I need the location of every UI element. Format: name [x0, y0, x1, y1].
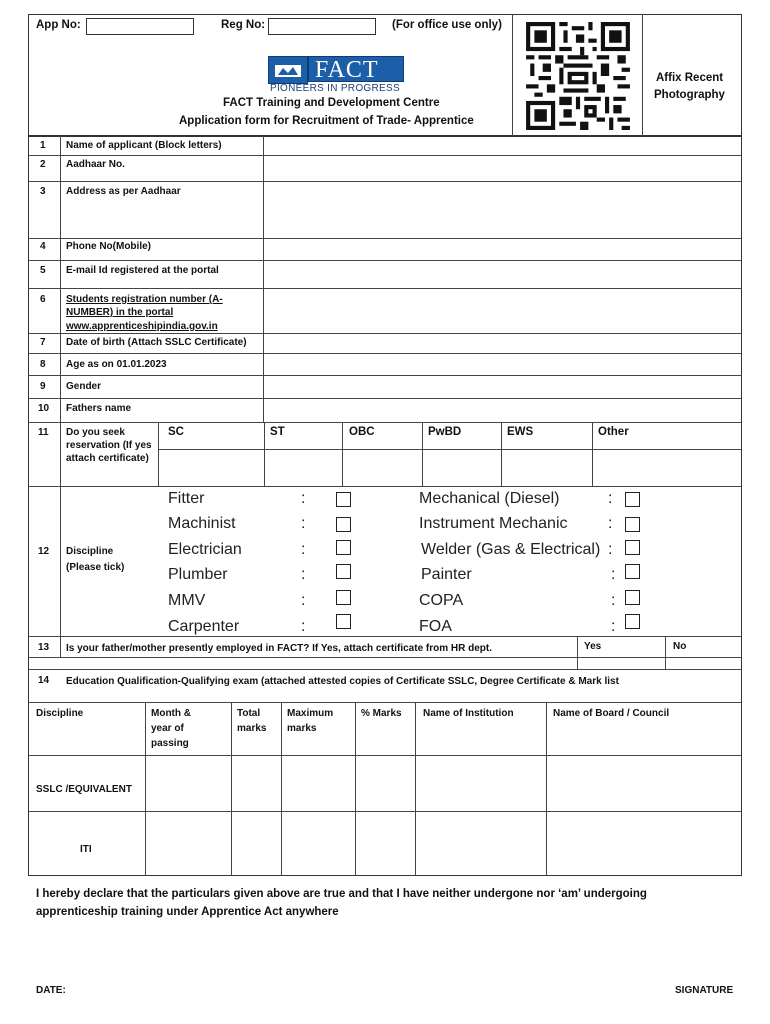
- logo-text: FACT: [315, 57, 379, 83]
- row-label: Age as on 01.01.2023: [66, 359, 167, 370]
- col-total-marks: Total: [237, 708, 261, 719]
- row-number: 7: [40, 337, 46, 348]
- colon: :: [301, 618, 306, 635]
- carpenter-checkbox[interactable]: [336, 614, 351, 629]
- electrician-checkbox[interactable]: [336, 540, 351, 555]
- trade-copa: COPA: [419, 592, 464, 609]
- row-number: 14: [38, 675, 50, 686]
- trade-carpenter: Carpenter: [168, 618, 240, 635]
- portal-link[interactable]: www.apprenticeshipindia.gov.in: [66, 321, 218, 332]
- yes-option[interactable]: Yes: [584, 641, 602, 652]
- iti-row-label: ITI: [80, 844, 92, 855]
- age-field[interactable]: [264, 354, 741, 374]
- address-field[interactable]: [264, 182, 741, 237]
- qr-code-icon: [526, 22, 630, 130]
- row-label: NUMBER) in the portal: [66, 307, 174, 318]
- reg-no-field[interactable]: [268, 18, 376, 35]
- father-name-field[interactable]: [264, 399, 741, 421]
- trade-mechanical-diesel: Mechanical (Diesel): [419, 490, 560, 507]
- trade-fitter: Fitter: [168, 490, 205, 507]
- iti-entry-row[interactable]: [146, 812, 741, 875]
- row-number: 12: [38, 546, 50, 557]
- registration-number-field[interactable]: [264, 289, 741, 332]
- colon: :: [301, 566, 306, 583]
- mechanical-diesel-checkbox[interactable]: [625, 492, 640, 507]
- colon: :: [608, 541, 613, 558]
- category-ews: EWS: [507, 426, 534, 438]
- fitter-checkbox[interactable]: [336, 492, 351, 507]
- row-number: 6: [40, 294, 46, 305]
- row-number: 10: [38, 403, 50, 414]
- colon: :: [301, 490, 306, 507]
- phone-field[interactable]: [264, 239, 741, 259]
- sslc-entry-row[interactable]: [146, 756, 741, 810]
- col-institution: Name of Institution: [423, 708, 514, 719]
- signature-label: SIGNATURE: [675, 985, 734, 996]
- row-label: Aadhaar No.: [66, 159, 125, 170]
- colon: :: [301, 541, 306, 558]
- reg-no-label: Reg No:: [221, 19, 266, 31]
- machinist-checkbox[interactable]: [336, 517, 351, 532]
- row-label: reservation (If yes: [66, 440, 152, 451]
- fact-logo: [268, 56, 406, 94]
- painter-checkbox[interactable]: [625, 564, 640, 579]
- row-label: Fathers name: [66, 403, 132, 414]
- category-pwbd: PwBD: [428, 426, 462, 438]
- row-label: Students registration number (A-: [66, 294, 223, 305]
- email-field[interactable]: [264, 261, 741, 287]
- row-number: 1: [40, 140, 46, 151]
- colon: :: [611, 618, 616, 635]
- row-number: 4: [40, 241, 46, 252]
- other-field[interactable]: [593, 450, 741, 485]
- row-number: 8: [40, 359, 46, 370]
- colon: :: [301, 515, 306, 532]
- declaration-text: I hereby declare that the particulars given above are true and that I have neither undergone nor ‘am’ undergoing: [36, 888, 647, 900]
- colon: :: [608, 515, 613, 532]
- row-label: Name of applicant (Block letters): [66, 140, 222, 151]
- trade-machinist: Machinist: [168, 515, 236, 532]
- category-obc: OBC: [349, 426, 375, 438]
- col-discipline: Discipline: [36, 708, 84, 719]
- sc-field[interactable]: [159, 450, 263, 485]
- row-label: Do you seek: [66, 427, 125, 438]
- row-label: Discipline: [66, 546, 114, 557]
- row-label: Gender: [66, 381, 102, 392]
- row-label: attach certificate): [66, 453, 149, 464]
- logo-tagline: PIONEERS IN PROGRESS: [270, 83, 400, 94]
- date-label: DATE:: [36, 985, 66, 996]
- row-label: E-mail Id registered at the portal: [66, 265, 219, 276]
- row-label: (Please tick): [66, 562, 125, 573]
- category-other: Other: [598, 426, 629, 438]
- row-number: 2: [40, 159, 46, 170]
- trade-mmv: MMV: [168, 592, 206, 609]
- row-number: 9: [40, 381, 46, 392]
- colon: :: [611, 566, 616, 583]
- photo-label-line2: Photography: [654, 89, 725, 101]
- form-title: Application form for Recruitment of Trade- Apprentice: [179, 115, 474, 127]
- declaration-text: apprenticeship training under Apprentice Act anywhere: [36, 906, 339, 918]
- sslc-row-label: SSLC /EQUIVALENT: [36, 784, 132, 795]
- trade-foa: FOA: [419, 618, 452, 635]
- office-use-note: (For office use only): [392, 19, 502, 31]
- col-board: Name of Board / Council: [553, 708, 670, 719]
- colon: :: [301, 592, 306, 609]
- row-number: 11: [38, 427, 49, 438]
- row-label: Phone No(Mobile): [66, 241, 151, 252]
- col-month-year: passing: [151, 738, 189, 749]
- app-no-label: App No:: [36, 19, 81, 31]
- row-number: 13: [38, 642, 50, 653]
- dob-field[interactable]: [264, 334, 741, 352]
- category-st: ST: [270, 426, 285, 438]
- col-max-marks: marks: [287, 723, 317, 734]
- col-max-marks: Maximum: [287, 708, 334, 719]
- trade-painter: Painter: [421, 566, 472, 583]
- category-sc: SC: [168, 426, 184, 438]
- colon: :: [611, 592, 616, 609]
- colon: :: [608, 490, 613, 507]
- row-number: 3: [40, 186, 46, 197]
- no-option[interactable]: No: [673, 641, 687, 652]
- app-no-field[interactable]: [86, 18, 194, 35]
- photo-label-line1: Affix Recent: [656, 72, 724, 84]
- trade-welder: Welder (Gas & Electrical): [421, 541, 601, 558]
- row-number: 5: [40, 265, 46, 276]
- col-total-marks: marks: [237, 723, 267, 734]
- centre-name: FACT Training and Development Centre: [223, 97, 440, 109]
- row-label: Date of birth (Attach SSLC Certificate): [66, 337, 247, 348]
- st-field[interactable]: [265, 450, 341, 485]
- row-label: Education Qualification-Qualifying exam (attached attested copies of Certificate SSLC, Degree Certificate & Mark list: [66, 676, 619, 687]
- trade-instrument-mechanic: Instrument Mechanic: [419, 515, 568, 532]
- foa-checkbox[interactable]: [625, 614, 640, 629]
- row-label: Is your father/mother presently employed in FACT? If Yes, attach certificate from HR dept.: [66, 643, 493, 654]
- col-percent-marks: % Marks: [361, 708, 402, 719]
- gender-field[interactable]: [264, 376, 741, 397]
- ews-field[interactable]: [502, 450, 591, 485]
- mmv-checkbox[interactable]: [336, 590, 351, 605]
- col-month-year: Month &: [151, 708, 191, 719]
- welder-checkbox[interactable]: [625, 540, 640, 555]
- trade-electrician: Electrician: [168, 541, 242, 558]
- copa-checkbox[interactable]: [625, 590, 640, 605]
- applicant-name-field[interactable]: [264, 137, 741, 154]
- instrument-mechanic-checkbox[interactable]: [625, 517, 640, 532]
- col-month-year: year of: [151, 723, 184, 734]
- trade-plumber: Plumber: [168, 566, 228, 583]
- obc-field[interactable]: [343, 450, 421, 485]
- plumber-checkbox[interactable]: [336, 564, 351, 579]
- aadhaar-field[interactable]: [264, 156, 741, 180]
- pwbd-field[interactable]: [423, 450, 500, 485]
- row-label: Address as per Aadhaar: [66, 186, 181, 197]
- logo-emblem-icon: [268, 56, 308, 84]
